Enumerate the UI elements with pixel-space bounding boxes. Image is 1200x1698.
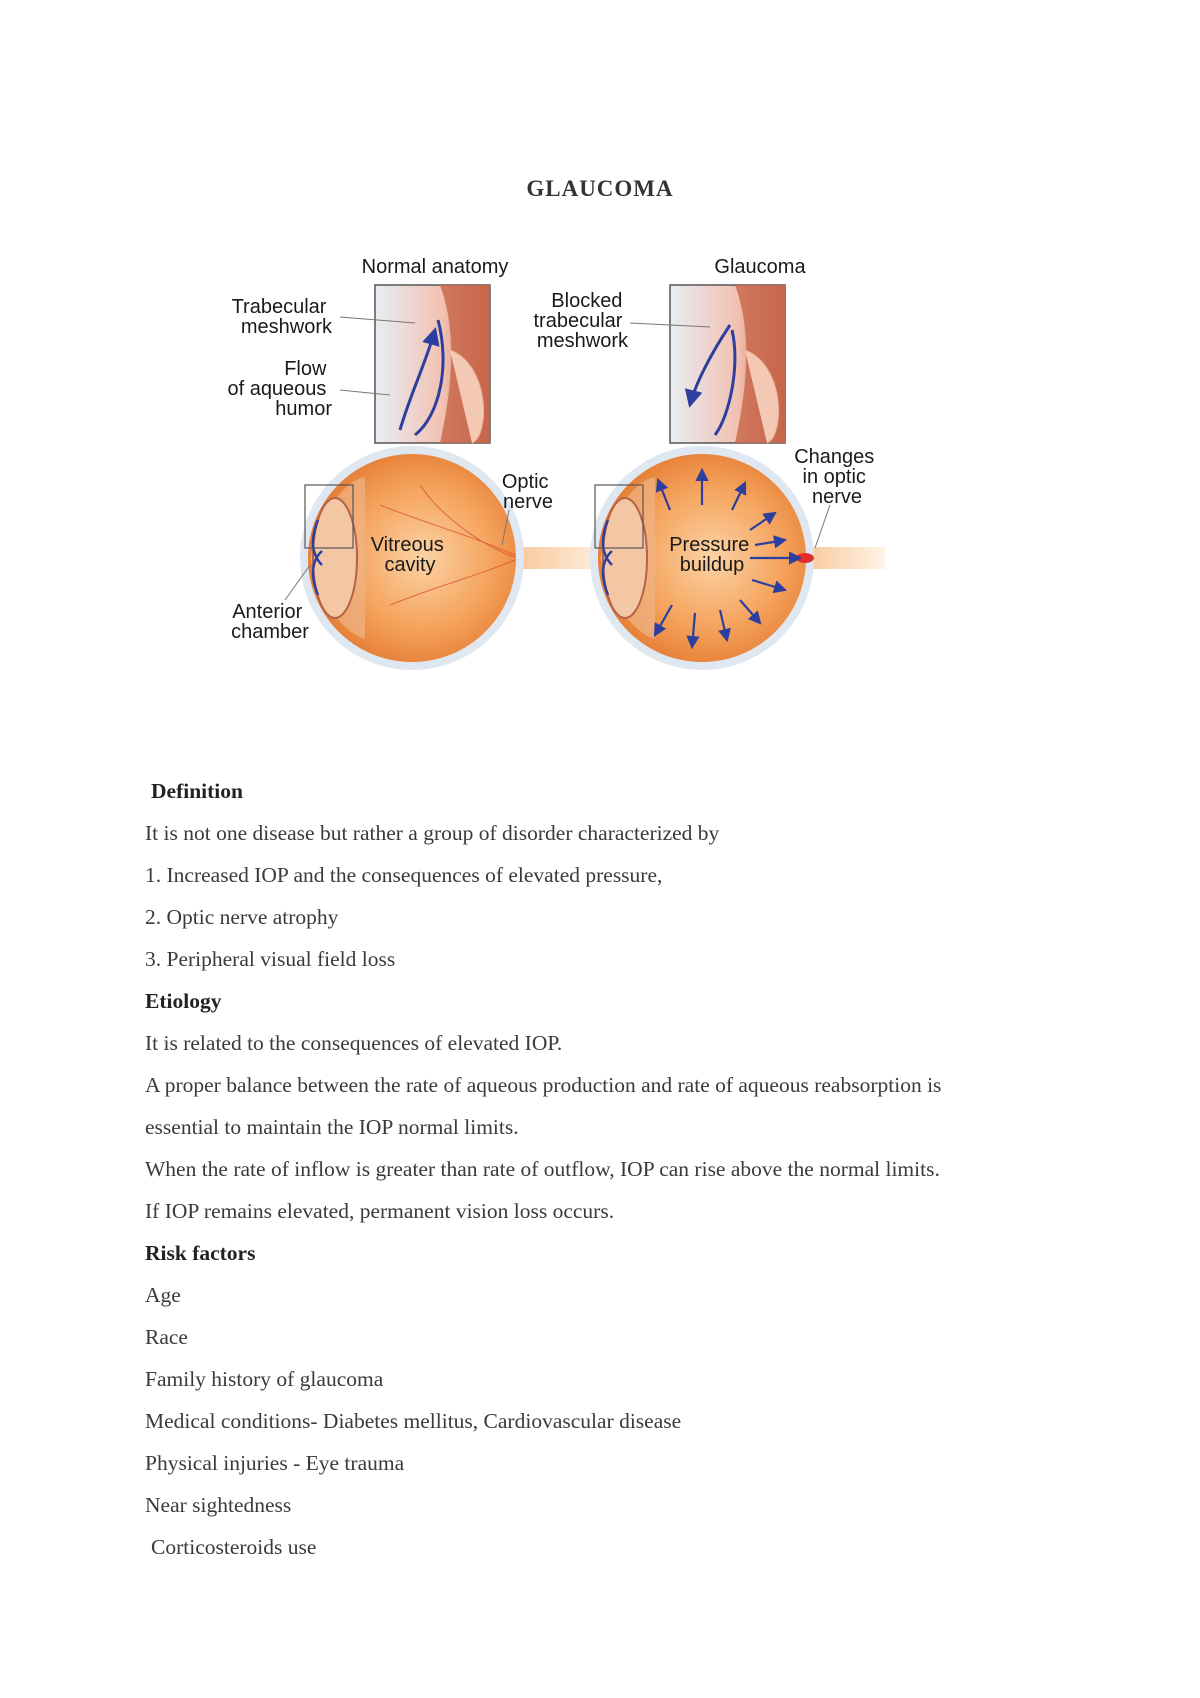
risk-factor-item: Race	[145, 1325, 188, 1349]
normal-anatomy-title: Normal anatomy	[361, 256, 509, 278]
document-body	[145, 770, 1075, 1568]
changes-optic-nerve-label: Changes in optic nerve	[794, 446, 875, 508]
blocked-label: Blocked trabecular meshwork	[533, 290, 628, 352]
definition-heading: Definition	[151, 779, 243, 803]
risk-factor-item: Medical conditions- Diabetes mellitus, Cardiovascular disease	[145, 1409, 682, 1433]
definition-intro: It is not one disease but rather a group of disorder characterized by	[145, 821, 720, 845]
normal-eye	[300, 446, 615, 670]
flow-label: Flow of aqueous humor	[227, 358, 332, 420]
etiology-heading: Etiology	[145, 989, 222, 1013]
anterior-chamber-label: Anterior chamber	[231, 601, 309, 643]
etiology-line: When the rate of inflow is greater than rate of outflow, IOP can rise above the normal limits.	[145, 1157, 940, 1181]
page-title: GLAUCOMA	[526, 176, 674, 201]
risk-factor-item: Family history of glaucoma	[145, 1367, 384, 1391]
definition-item: 1. Increased IOP and the consequences of elevated pressure,	[145, 863, 663, 887]
normal-inset	[375, 285, 490, 443]
definition-item: 2. Optic nerve atrophy	[145, 905, 339, 929]
risk-factor-item: Physical injuries - Eye trauma	[145, 1451, 405, 1475]
etiology-line: If IOP remains elevated, permanent vision loss occurs.	[145, 1199, 615, 1223]
etiology-line: A proper balance between the rate of aqueous production and rate of aqueous reabsorption is	[145, 1073, 942, 1097]
definition-item: 3. Peripheral visual field loss	[145, 947, 396, 971]
risk-factor-item: Corticosteroids use	[151, 1535, 317, 1559]
risk-factors-heading: Risk factors	[145, 1241, 256, 1265]
etiology-line: essential to maintain the IOP normal limits.	[145, 1115, 519, 1139]
glaucoma-inset	[670, 285, 785, 443]
risk-factor-item: Age	[145, 1283, 181, 1307]
trabecular-label: Trabecular meshwork	[231, 296, 332, 338]
etiology-line: It is related to the consequences of elevated IOP.	[145, 1031, 563, 1055]
optic-nerve-label: Optic nerve	[501, 471, 554, 513]
risk-factor-item: Near sightedness	[145, 1493, 292, 1517]
vitreous-label: Vitreous cavity	[370, 534, 444, 576]
glaucoma-diagram	[227, 255, 960, 735]
pressure-buildup-label: Pressure buildup	[669, 534, 750, 576]
glaucoma-title: Glaucoma	[714, 256, 806, 278]
